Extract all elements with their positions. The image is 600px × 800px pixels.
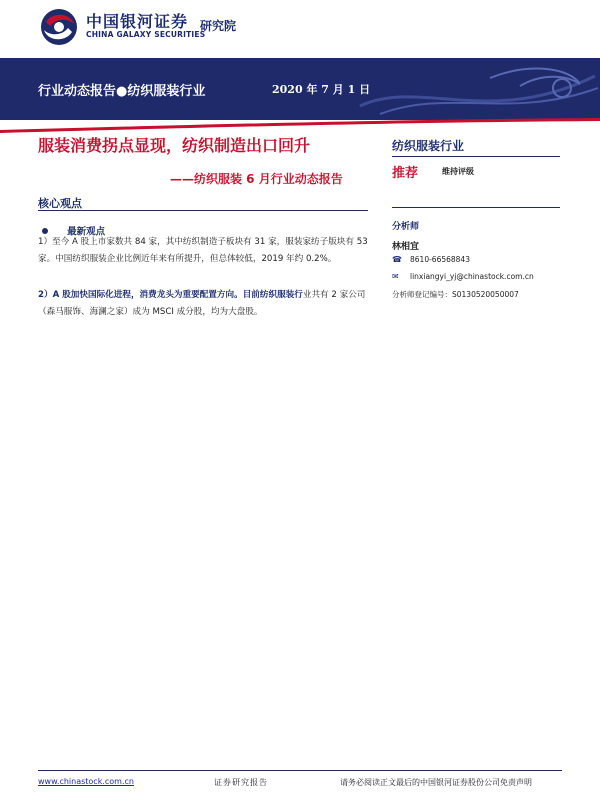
galaxy-logo-icon [40, 8, 78, 46]
view-paragraph-1: 1）至今 A 股上市家数共 84 家，其中纺织制造子板块有 31 家，服装家纺子版块有 53 家。中国纺织服装企业比例近年来有所提升，但总体较低，2019 年约 0.2%。 [38, 237, 368, 264]
rating-value: 推荐 [392, 166, 419, 181]
sidebar-industry: 纺织服装行业 [392, 139, 465, 153]
view-paragraph-2-rest: 业共有 2 家公司（森马服饰、海澜之家）成为 MSCI 成分股，均为大盘股。 [38, 290, 366, 317]
core-views-heading: 核心观点 [38, 197, 82, 210]
banner-red-accent [0, 118, 600, 134]
latest-views-label: 最新观点 [67, 226, 106, 238]
bullet-dot-icon [42, 228, 48, 234]
report-banner [0, 58, 600, 120]
report-date: 2020 年 7 月 1 日 [272, 83, 371, 96]
footer-website-link[interactable]: www.chinastock.com.cn [38, 777, 134, 786]
report-subtitle: ——纺织服装 6 月行业动态报告 [170, 172, 343, 186]
analyst-email-address: linxiangyi_yj@chinastock.com.cn [410, 272, 534, 281]
rating-note: 维持评级 [442, 167, 474, 176]
analyst-heading: 分析师 [392, 222, 420, 232]
footer-report-type: 证券研究报告 [214, 778, 268, 787]
email-icon: ✉ [392, 272, 399, 281]
company-logo [40, 6, 270, 48]
sidebar-divider-analyst [392, 207, 560, 208]
logo-institute: 研究院 [200, 19, 237, 33]
footer-divider [38, 770, 562, 771]
analyst-email [392, 272, 534, 281]
analyst-name: 林相宜 [392, 242, 420, 252]
logo-english-name: CHINA GALAXY SECURITIES [86, 30, 206, 39]
report-title: 服装消费拐点显现，纺织制造出口回升 [38, 136, 311, 155]
view-paragraph-2-bold: 目前纺织服装行 [242, 290, 303, 300]
view-paragraph-2 [38, 287, 370, 321]
sidebar-divider-top [392, 156, 560, 157]
footer-disclaimer: 请务必阅读正文最后的中国银河证券股份公司免责声明 [340, 778, 532, 787]
analyst-phone [392, 255, 470, 264]
view-paragraph-2-lead: 2）A 股加快国际化进程，消费龙头为重要配置方向。 [38, 290, 243, 300]
analyst-phone-number: 8610-66568843 [410, 255, 470, 264]
core-views-divider [38, 210, 368, 211]
logo-chinese-name: 中国银河证券 [86, 12, 189, 31]
phone-icon: ☎ [392, 255, 402, 264]
analyst-registration: 分析师登记编号：S0130520050007 [392, 290, 519, 299]
report-category: 行业动态报告●纺织服装行业 [38, 84, 206, 99]
banner-swirl-decoration [340, 58, 600, 120]
